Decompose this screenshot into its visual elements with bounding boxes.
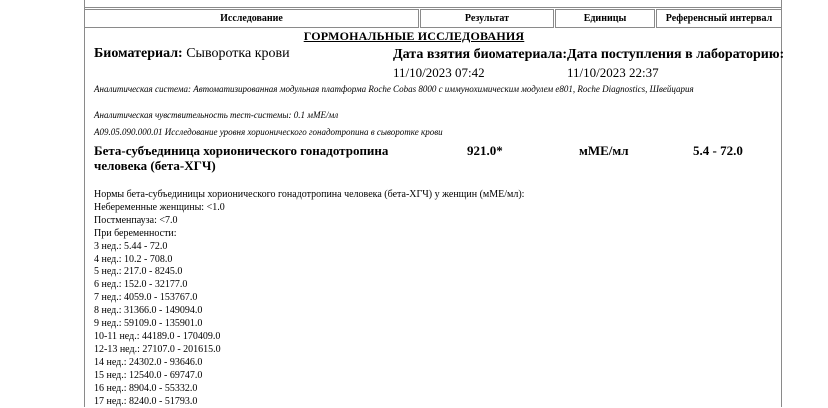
test-reference: 5.4 - 72.0 <box>693 143 743 159</box>
norm-line: 12-13 нед.: 27107.0 - 201615.0 <box>94 344 524 357</box>
top-border <box>84 0 782 8</box>
norm-line: 16 нед.: 8904.0 - 55332.0 <box>94 383 524 396</box>
norm-line: 9 нед.: 59109.0 - 135901.0 <box>94 318 524 331</box>
norm-line: 7 нед.: 4059.0 - 153767.0 <box>94 292 524 305</box>
analytic-system: Аналитическая система: Автоматизированная модульная платформа Roche Cobas 8000 с иммунохимическим модулем e801, Roche Diagnostics, Швейцария <box>94 84 754 95</box>
collection-date-label: Дата взятия биоматериала: <box>393 47 567 63</box>
norm-line: 10-11 нед.: 44189.0 - 170409.0 <box>94 331 524 344</box>
norm-line: 3 нед.: 5.44 - 72.0 <box>94 241 524 254</box>
norms-list <box>94 189 524 408</box>
test-result: 921.0* <box>467 143 503 159</box>
norm-line: 6 нед.: 152.0 - 32177.0 <box>94 279 524 292</box>
test-units: мМЕ/мл <box>579 143 629 159</box>
biomaterial-label: Биоматериал: <box>94 46 183 61</box>
norm-line: Небеременные женщины: <1.0 <box>94 202 524 215</box>
norm-line: При беременности: <box>94 228 524 241</box>
header-investigation: Исследование <box>84 9 419 28</box>
norm-line: 14 нед.: 24302.0 - 93646.0 <box>94 357 524 370</box>
header-units: Единицы <box>555 9 655 28</box>
study-code: A09.05.090.000.01 Исследование уровня хорионического гонадотропина в сыворотке крови <box>94 127 443 137</box>
biomaterial <box>94 46 290 62</box>
norm-line: 5 нед.: 217.0 - 8245.0 <box>94 266 524 279</box>
lab-date-value: 11/10/2023 22:37 <box>567 65 659 81</box>
lab-date-label: Дата поступления в лабораторию: <box>567 47 784 63</box>
norm-line: Нормы бета-субъединицы хорионического гонадотропина человека (бета-ХГЧ) у женщин (мМЕ/мл): <box>94 189 524 202</box>
norm-line: 8 нед.: 31366.0 - 149094.0 <box>94 305 524 318</box>
test-name: Бета-субъединица хорионического гонадотропина человека (бета-ХГЧ) <box>94 143 404 173</box>
norm-line: 17 нед.: 8240.0 - 51793.0 <box>94 396 524 408</box>
section-title: ГОРМОНАЛЬНЫЕ ИССЛЕДОВАНИЯ <box>0 29 828 44</box>
norm-line: 15 нед.: 12540.0 - 69747.0 <box>94 370 524 383</box>
header-result: Результат <box>420 9 554 28</box>
norm-line: 4 нед.: 10.2 - 708.0 <box>94 254 524 267</box>
collection-date-value: 11/10/2023 07:42 <box>393 65 485 81</box>
norm-line: Постменпауза: <7.0 <box>94 215 524 228</box>
test-sensitivity: Аналитическая чувствительность тест-системы: 0.1 мМЕ/мл <box>94 110 338 120</box>
biomaterial-value: Сыворотка крови <box>186 46 289 61</box>
header-reference: Референсный интервал <box>656 9 782 28</box>
